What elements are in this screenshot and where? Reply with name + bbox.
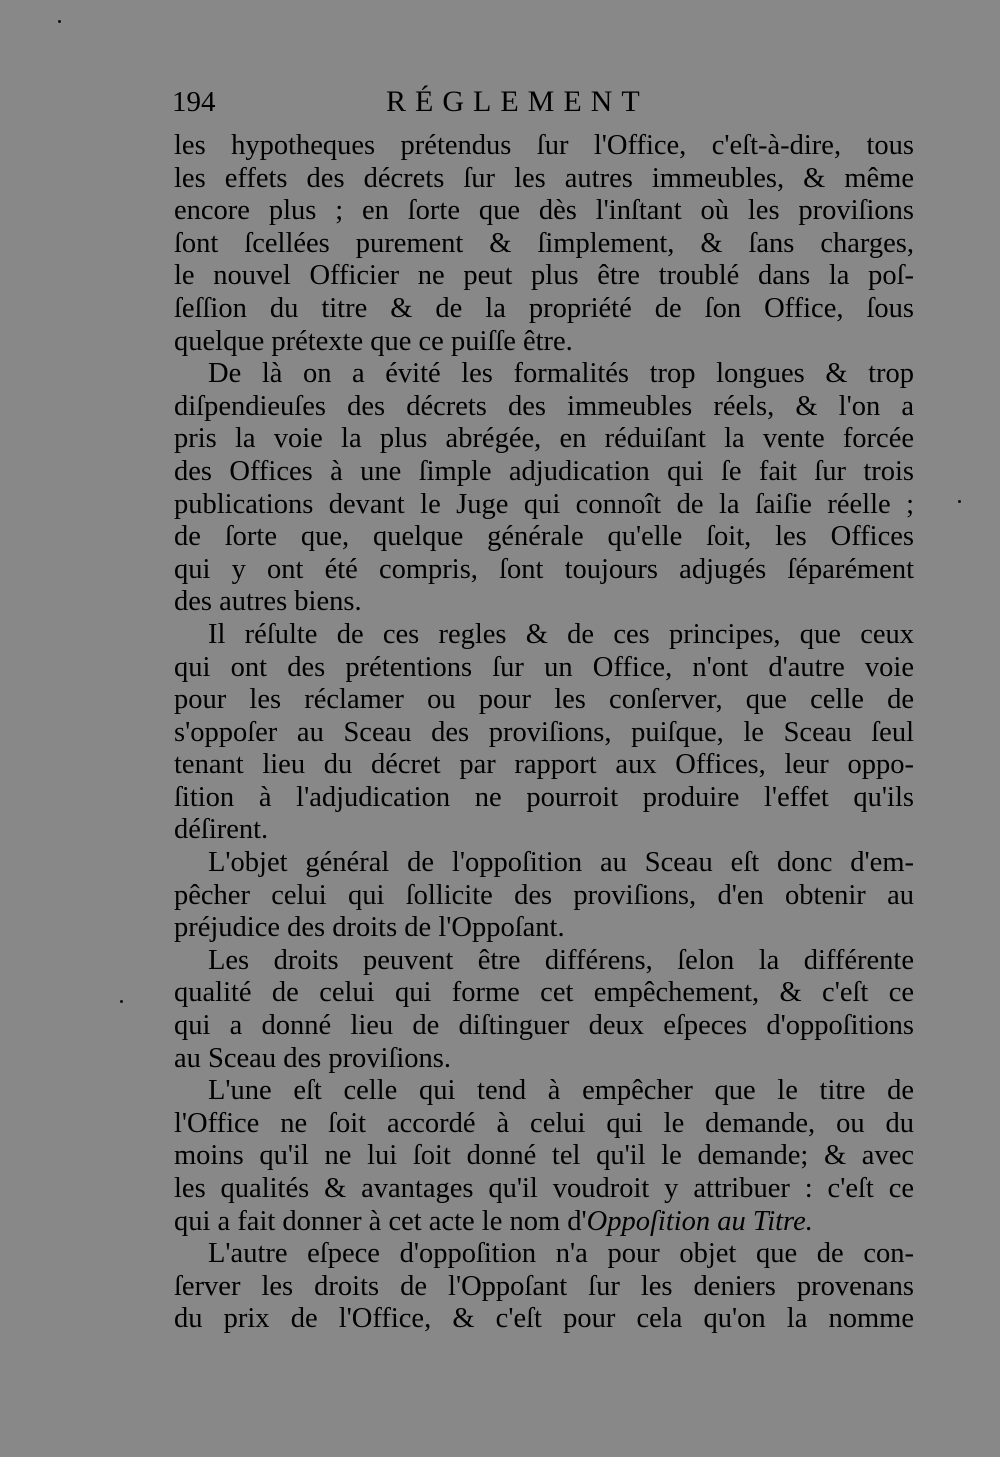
text-line: publications devant le Juge qui connoît de la ſaiſie réelle ; — [174, 488, 914, 520]
text-line: les effets des décrets ſur les autres immeubles, & même — [174, 162, 914, 194]
text-line: les qualités & avantages qu'il voudroit y attribuer : c'eſt ce — [174, 1173, 914, 1204]
text-line: ſerver les droits de l'Oppoſant ſur les deniers provenans — [174, 1270, 914, 1302]
text-line: ſont ſcellées purement & ſimplement, & ſans charges, — [174, 227, 914, 259]
body-text — [174, 130, 914, 1336]
text-line: pris la voie la plus abrégée, en réduiſant la vente forcée — [174, 423, 914, 455]
text-line: au Sceau des proviſions. — [174, 1042, 452, 1074]
text-line-with-italic — [174, 1206, 914, 1239]
text-line: L'objet général de l'oppoſition au Sceau eſt donc d'em- — [208, 847, 914, 879]
text-line: pour les réclamer ou pour les conſerver, que celle de — [174, 684, 914, 716]
text-line: des autres biens. — [174, 586, 362, 618]
text-line: qui a donné lieu de diſtinguer deux eſpeces d'oppoſitions — [174, 1010, 914, 1042]
text-line: quelque prétexte que ce puiſſe être. — [174, 325, 573, 357]
text-line: Il réſulte de ces regles & de ces principes, que ceux — [208, 618, 914, 650]
page-number: 194 — [172, 86, 216, 118]
scan-speck — [58, 20, 61, 23]
text-line: qui y ont été compris, ſont toujours adjugés ſéparément — [174, 553, 914, 585]
text-line: tenant lieu du décret par rapport aux Offices, leur oppo- — [174, 749, 914, 781]
text-line: des Offices à une ſimple adjudication qui ſe fait ſur trois — [174, 455, 914, 487]
text-line: Les droits peuvent être différens, ſelon la différente — [208, 944, 914, 976]
text-line: le nouvel Officier ne peut plus être troublé dans la poſ- — [174, 260, 914, 292]
scan-speck — [958, 500, 961, 503]
text-line: préjudice des droits de l'Oppoſant. — [174, 912, 565, 944]
text-line: encore plus ; en ſorte que dès l'inſtant où les proviſions — [174, 195, 914, 227]
text-line: les hypotheques prétendus ſur l'Office, c'eſt-à-dire, tous — [174, 130, 914, 161]
text-line: De là on a évité les formalités trop longues & trop — [208, 358, 914, 390]
text-line: l'Office ne ſoit accordé à celui qui le demande, ou du — [174, 1107, 914, 1139]
page-header — [172, 84, 912, 124]
running-title: RÉGLEMENT — [386, 85, 649, 118]
text-line: de ſorte que, quelque générale qu'elle ſoit, les Offices — [174, 521, 914, 553]
text-line: s'oppoſer au Sceau des proviſions, puiſque, le Sceau ſeul — [174, 716, 914, 748]
text-line: L'une eſt celle qui tend à empêcher que le titre de — [208, 1075, 914, 1107]
text-line: ſeſſion du titre & de la propriété de ſon Office, ſous — [174, 292, 914, 324]
scan-speck — [120, 1000, 123, 1003]
text-line: diſpendieuſes des décrets des immeubles réels, & l'on a — [174, 390, 914, 422]
text-line: L'autre eſpece d'oppoſition n'a pour objet que de con- — [208, 1238, 914, 1270]
italic-term: Oppoſition au Titre. — [586, 1205, 813, 1237]
text-line: ſition à l'adjudication ne pourroit produire l'effet qu'ils — [174, 781, 914, 813]
text-line: qui ont des prétentions ſur un Office, n'ont d'autre voie — [174, 651, 914, 683]
text-line: qualité de celui qui forme cet empêchement, & c'eſt ce — [174, 977, 914, 1009]
text-line: du prix de l'Office, & c'eſt pour cela qu'on la nomme — [174, 1303, 914, 1335]
text-line: pêcher celui qui ſollicite des proviſions, d'en obtenir au — [174, 879, 914, 911]
text-line: qui a fait donner à cet acte le nom d' — [174, 1205, 587, 1237]
text-line: déſirent. — [174, 814, 269, 846]
text-line: moins qu'il ne lui ſoit donné tel qu'il le demande; & avec — [174, 1140, 914, 1172]
